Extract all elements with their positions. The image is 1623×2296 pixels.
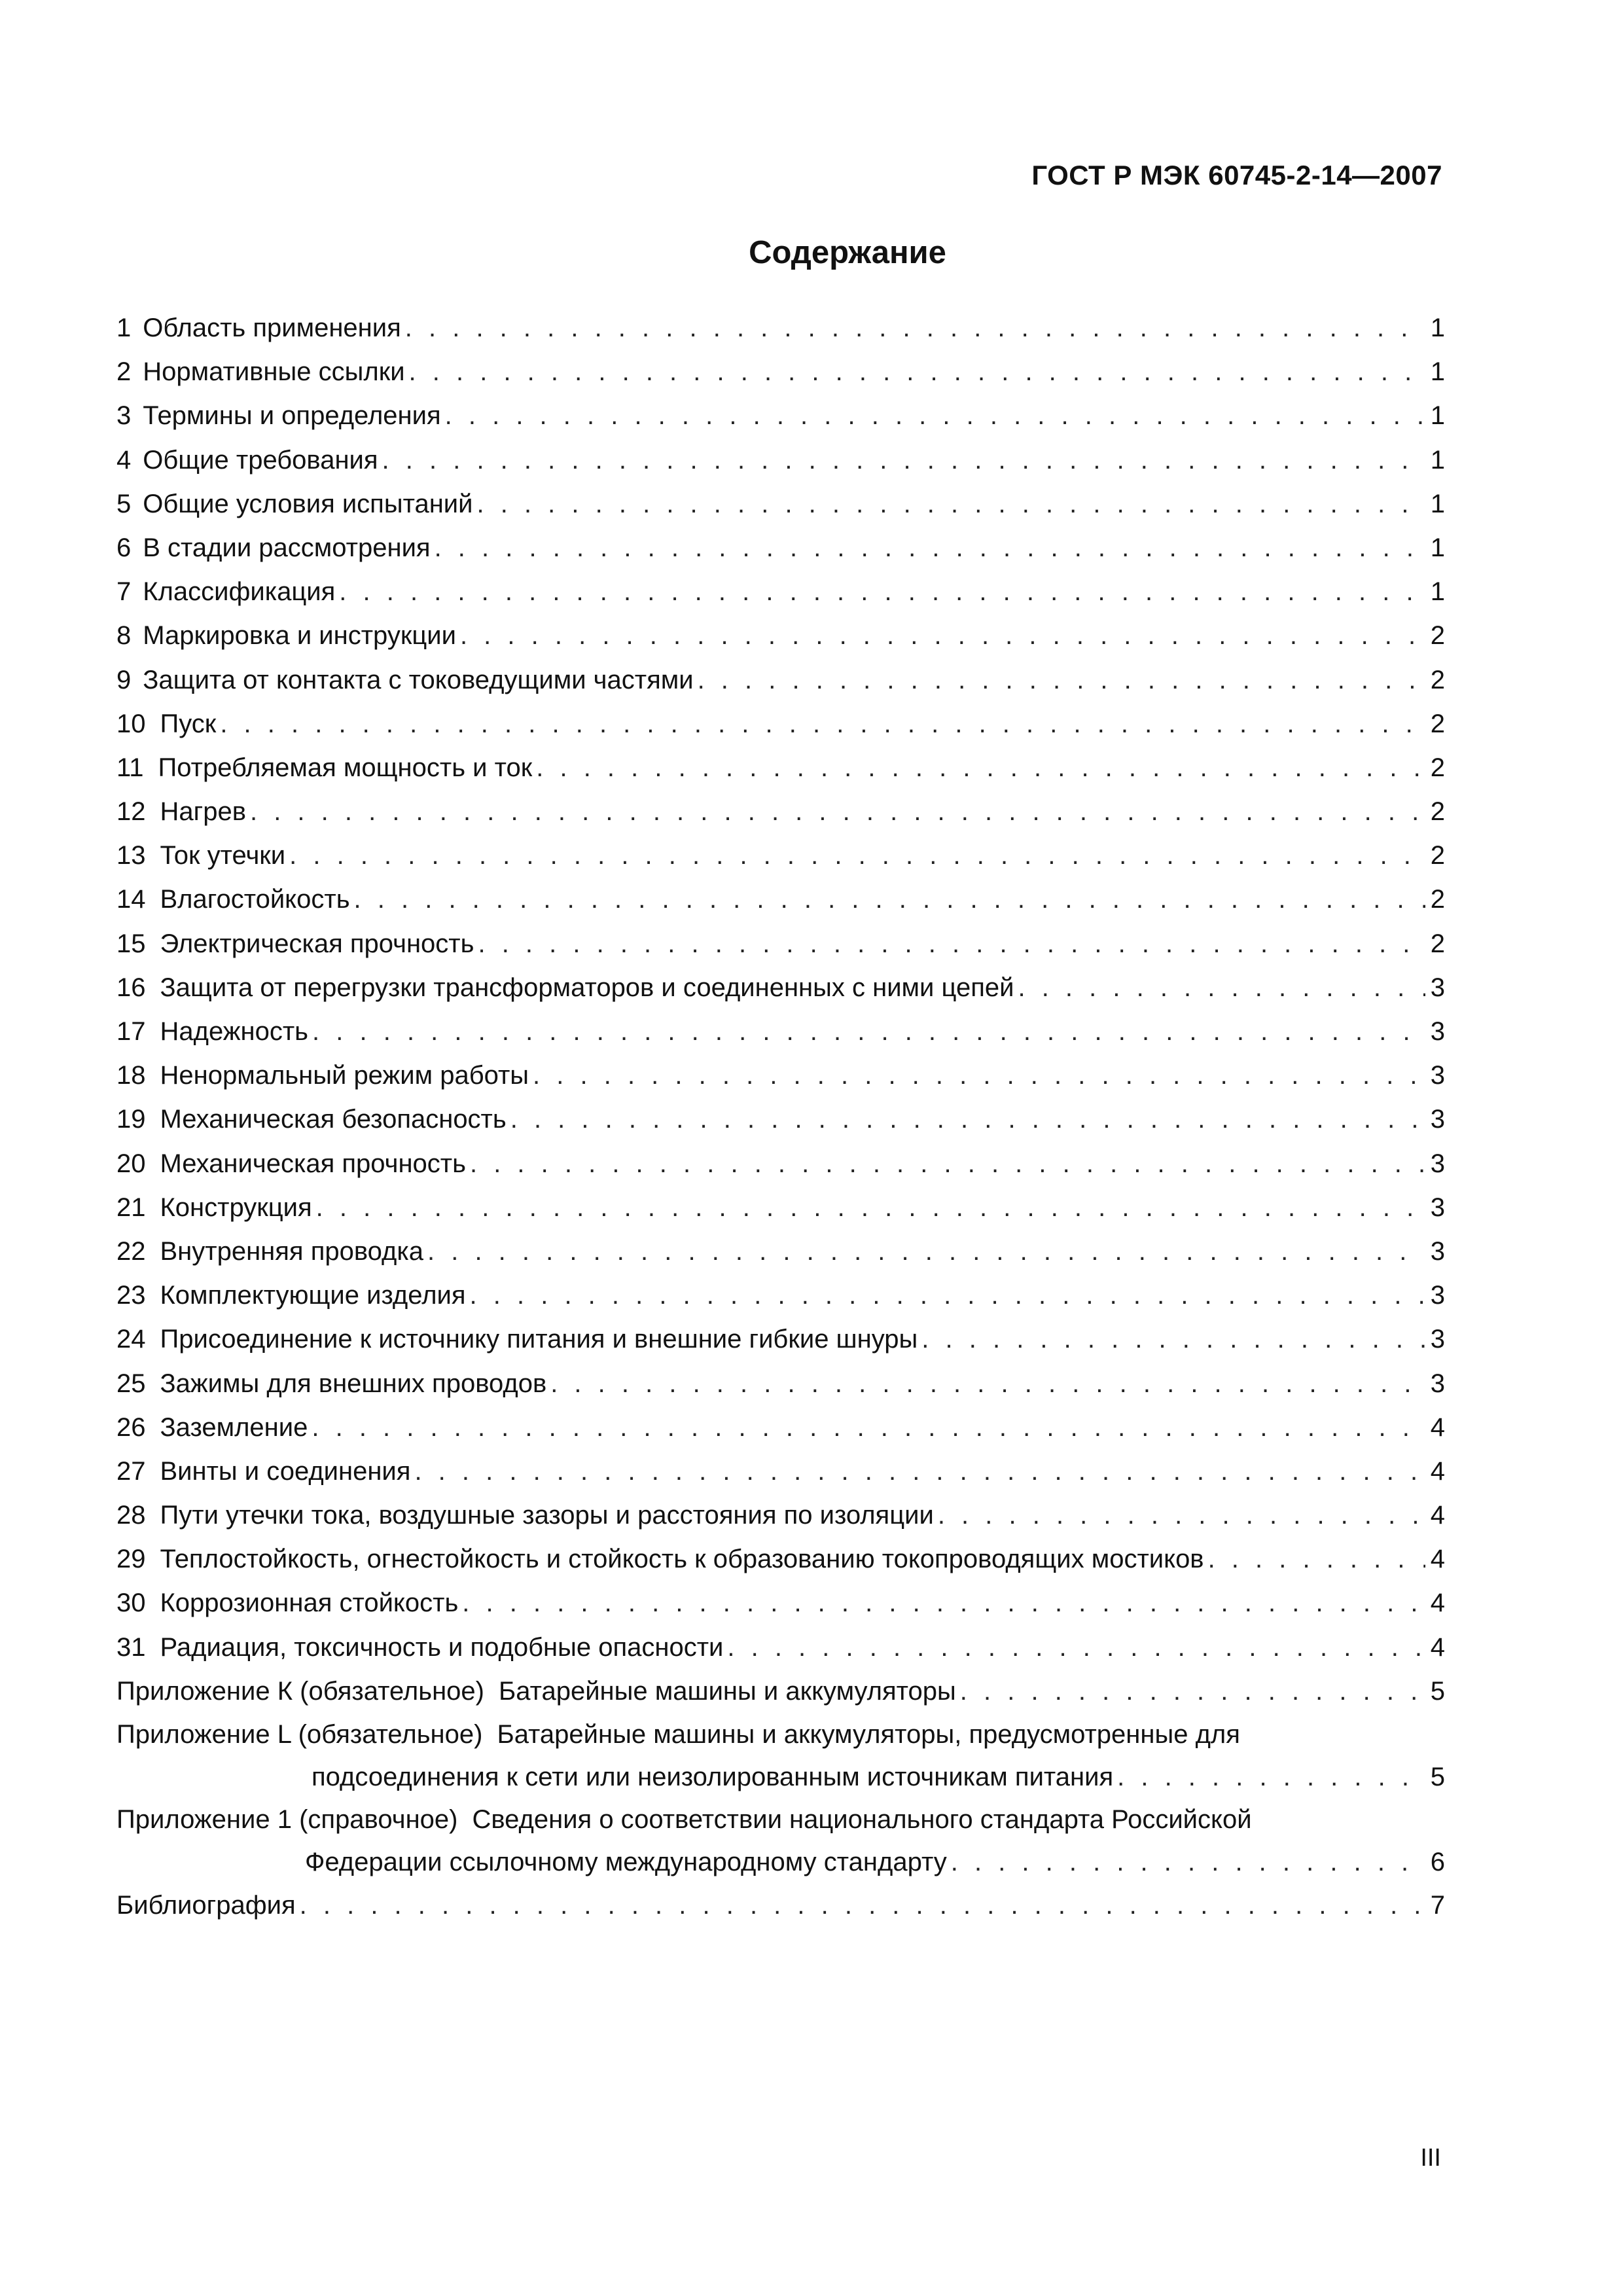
toc-number: 10 (116, 709, 146, 738)
toc-page: 1 (1430, 489, 1445, 518)
toc-page: 2 (1430, 665, 1445, 694)
toc-entry-13[interactable] (116, 834, 1445, 878)
toc-label: Зажимы для внешних проводов (160, 1369, 547, 1398)
toc-page: 2 (1430, 885, 1445, 914)
toc-page: 3 (1430, 1061, 1445, 1090)
dot-leader (533, 1054, 1425, 1098)
toc-number: 7 (116, 577, 132, 607)
toc-page: 3 (1430, 1325, 1445, 1354)
toc-entry-18[interactable] (116, 1054, 1445, 1098)
toc-page: 2 (1430, 709, 1445, 738)
toc-entry-29[interactable] (116, 1537, 1445, 1581)
toc-number: 6 (116, 533, 132, 562)
toc-entry-21[interactable] (116, 1186, 1445, 1230)
annex-line-1 (116, 1713, 1445, 1756)
toc-label: Маркировка и инструкции (143, 621, 456, 651)
toc-page: 3 (1430, 1236, 1445, 1266)
toc-page: 2 (1430, 753, 1445, 782)
toc-entry-8[interactable] (116, 614, 1445, 658)
toc-page: 4 (1430, 1456, 1445, 1486)
toc-entry-15[interactable] (116, 922, 1445, 966)
toc-label: Влагостойкость (160, 885, 350, 914)
toc-entry-9[interactable] (116, 658, 1445, 702)
toc-entry-27[interactable] (116, 1450, 1445, 1494)
toc-label: Область применения (143, 314, 401, 342)
toc-number: 15 (116, 929, 146, 958)
dot-leader (460, 614, 1425, 658)
dot-leader (510, 1098, 1425, 1141)
toc-number: 28 (116, 1501, 146, 1530)
toc-label: Защита от контакта с токоведущими частями (143, 665, 694, 694)
dot-leader (536, 746, 1425, 790)
dot-leader (250, 790, 1425, 834)
annex-label-continued: подсоединения к сети или неизолированным источникам питания (312, 1763, 1114, 1791)
toc-entry-10[interactable] (116, 702, 1445, 746)
toc-page: 1 (1430, 401, 1445, 431)
toc-entry-24[interactable] (116, 1318, 1445, 1361)
toc-entry-3[interactable] (116, 394, 1445, 438)
toc-entry-1[interactable] (116, 306, 1445, 350)
toc-number: 1 (116, 314, 132, 342)
toc-entry-16[interactable] (116, 966, 1445, 1010)
toc-entry-23[interactable] (116, 1274, 1445, 1318)
toc-label: Термины и определения (143, 401, 441, 431)
toc-label: Теплостойкость, огнестойкость и стойкость к образованию токопроводящих мостиков (160, 1545, 1204, 1574)
toc-number: 5 (116, 489, 132, 518)
toc-page: 7 (1430, 1891, 1445, 1920)
toc-page: 3 (1430, 1281, 1445, 1310)
toc-page: 4 (1430, 1632, 1445, 1662)
toc-page: 1 (1430, 357, 1445, 387)
toc-entry-31[interactable] (116, 1626, 1445, 1670)
dot-leader (938, 1494, 1425, 1537)
toc-label: Присоединение к источнику питания и внешние гибкие шнуры (160, 1325, 918, 1354)
toc-page: 1 (1430, 314, 1445, 342)
toc-label: Коррозионная стойкость (160, 1588, 459, 1618)
dot-leader (414, 1450, 1425, 1494)
toc-label: Винты и соединения (160, 1456, 411, 1486)
page-number: III (1420, 2144, 1441, 2172)
toc-page: 4 (1430, 1412, 1445, 1442)
toc-entry-2[interactable] (116, 350, 1445, 394)
dot-leader (951, 1841, 1425, 1884)
toc-label: Общие условия испытаний (143, 489, 473, 518)
dot-leader (300, 1884, 1425, 1928)
toc-entry-14[interactable] (116, 878, 1445, 922)
toc-number: 19 (116, 1105, 146, 1134)
toc-label: Пути утечки тока, воздушные зазоры и расстояния по изоляции (160, 1501, 934, 1530)
toc-entry-17[interactable] (116, 1010, 1445, 1054)
toc-number: 25 (116, 1369, 146, 1398)
toc-number: 8 (116, 621, 132, 651)
toc-number: 29 (116, 1545, 146, 1574)
toc-annex-1[interactable] (116, 1799, 1445, 1884)
toc-page: 4 (1430, 1588, 1445, 1618)
toc-label: В стадии рассмотрения (143, 533, 431, 562)
toc-label: Комплектующие изделия (160, 1281, 466, 1310)
toc-label: Радиация, токсичность и подобные опасности (160, 1632, 724, 1662)
toc-number: 14 (116, 885, 146, 914)
toc-label: Ненормальный режим работы (160, 1061, 529, 1090)
dot-leader (220, 702, 1425, 746)
toc-number: 3 (116, 401, 132, 431)
toc-label: Конструкция (160, 1193, 312, 1222)
toc-entry-6[interactable] (116, 526, 1445, 570)
toc-label: Общие требования (143, 445, 378, 475)
dot-leader (312, 1010, 1425, 1054)
dot-leader (445, 394, 1425, 438)
toc-label: Электрическая прочность (160, 929, 474, 958)
dot-leader (462, 1581, 1425, 1625)
dot-leader (1117, 1756, 1425, 1799)
dot-leader (339, 570, 1425, 614)
toc-entry-26[interactable] (116, 1406, 1445, 1450)
toc-label: Заземление (160, 1412, 308, 1442)
dot-leader (316, 1186, 1425, 1230)
annex-label: Батарейные машины и аккумуляторы, предусмотренные для (497, 1720, 1240, 1749)
dot-leader (470, 1274, 1425, 1318)
toc-number: 21 (116, 1193, 146, 1222)
toc-entry-4[interactable] (116, 439, 1445, 482)
toc-number: 26 (116, 1412, 146, 1442)
dot-leader (1208, 1537, 1425, 1581)
toc-page: 6 (1430, 1848, 1445, 1876)
bibliography-label: Библиография (116, 1891, 296, 1920)
toc-number: 24 (116, 1325, 146, 1354)
toc-entry-30[interactable] (116, 1581, 1445, 1625)
standard-code: ГОСТ Р МЭК 60745-2-14—2007 (1031, 160, 1442, 190)
toc-page: 3 (1430, 973, 1445, 1002)
dot-leader (409, 350, 1425, 394)
toc-page: 3 (1430, 1193, 1445, 1222)
dot-leader (1018, 966, 1425, 1010)
annex-prefix: Приложение L (обязательное) (116, 1720, 483, 1749)
annex-label: Сведения о соответствии национального стандарта Российской (472, 1805, 1252, 1834)
toc-number: 31 (116, 1632, 146, 1662)
toc-label: Классификация (143, 577, 336, 607)
dot-leader (435, 526, 1425, 570)
dot-leader (477, 482, 1426, 526)
dot-leader (427, 1230, 1425, 1274)
annex-prefix: Приложение К (обязательное) (116, 1676, 484, 1706)
dot-leader (727, 1626, 1425, 1670)
dot-leader (960, 1670, 1425, 1713)
annex-label: Батарейные машины и аккумуляторы (498, 1676, 956, 1706)
toc-number: 13 (116, 841, 146, 870)
toc-label: Механическая безопасность (160, 1105, 507, 1134)
toc-label: Защита от перегрузки трансформаторов и соединенных с ними цепей (160, 973, 1014, 1002)
annex-line-2 (116, 1841, 1445, 1884)
toc-entry-19[interactable] (116, 1098, 1445, 1141)
toc-page: 2 (1430, 621, 1445, 651)
toc-page: 2 (1430, 929, 1445, 958)
toc-entry-7[interactable] (116, 570, 1445, 614)
toc-label: Пуск (160, 709, 217, 738)
toc-page: 3 (1430, 1105, 1445, 1134)
dot-leader (698, 658, 1425, 702)
toc-entry-20[interactable] (116, 1142, 1445, 1186)
dot-leader (312, 1406, 1425, 1450)
toc-label: Нормативные ссылки (143, 357, 405, 387)
annex-label-continued: Федерации ссылочному международному стандарту (305, 1848, 947, 1876)
toc-page: 3 (1430, 1149, 1445, 1178)
toc-annex-k[interactable] (116, 1670, 1445, 1713)
annex-line-2 (116, 1756, 1445, 1799)
dot-leader (550, 1362, 1425, 1406)
annex-prefix: Приложение 1 (справочное) (116, 1805, 458, 1834)
toc-number: 30 (116, 1588, 146, 1618)
toc-number: 9 (116, 665, 132, 694)
toc-label: Надежность (160, 1017, 309, 1046)
dot-leader (382, 439, 1425, 482)
toc-page: 4 (1430, 1545, 1445, 1574)
toc-number: 23 (116, 1281, 146, 1310)
table-of-contents (116, 306, 1445, 1928)
toc-entry-22[interactable] (116, 1230, 1445, 1274)
toc-page: 2 (1430, 797, 1445, 827)
toc-page: 3 (1430, 1017, 1445, 1046)
toc-page: 1 (1430, 577, 1445, 607)
toc-label: Нагрев (160, 797, 246, 827)
toc-entry-12[interactable] (116, 790, 1445, 834)
dot-leader (289, 834, 1425, 878)
toc-page: 2 (1430, 841, 1445, 870)
toc-number: 20 (116, 1149, 146, 1178)
dot-leader (354, 878, 1425, 922)
dot-leader (478, 922, 1425, 966)
toc-entry-5[interactable] (116, 482, 1445, 526)
toc-number: 27 (116, 1456, 146, 1486)
toc-number: 11 (116, 753, 144, 782)
toc-number: 2 (116, 357, 132, 387)
toc-number: 18 (116, 1061, 146, 1090)
toc-label: Ток утечки (160, 841, 286, 870)
toc-page: 1 (1430, 445, 1445, 475)
toc-page: 3 (1430, 1369, 1445, 1398)
toc-label: Потребляемая мощность и ток (158, 753, 533, 782)
toc-bibliography[interactable] (116, 1884, 1445, 1928)
dot-leader (405, 306, 1425, 350)
toc-number: 12 (116, 797, 146, 827)
toc-page: 5 (1430, 1676, 1445, 1706)
toc-page: 4 (1430, 1501, 1445, 1530)
toc-page: 5 (1430, 1763, 1445, 1791)
dot-leader (921, 1318, 1425, 1361)
toc-number: 22 (116, 1236, 146, 1266)
toc-label: Механическая прочность (160, 1149, 466, 1178)
annex-line-1 (116, 1799, 1445, 1841)
toc-number: 4 (116, 445, 132, 475)
toc-page: 1 (1430, 533, 1445, 562)
toc-label: Внутренняя проводка (160, 1236, 423, 1266)
page-title: Содержание (749, 235, 946, 270)
toc-annex-l[interactable] (116, 1713, 1445, 1799)
toc-entry-11[interactable] (116, 746, 1445, 790)
toc-number: 16 (116, 973, 146, 1002)
toc-entry-28[interactable] (116, 1494, 1445, 1537)
toc-entry-25[interactable] (116, 1362, 1445, 1406)
dot-leader (470, 1142, 1425, 1186)
toc-number: 17 (116, 1017, 146, 1046)
